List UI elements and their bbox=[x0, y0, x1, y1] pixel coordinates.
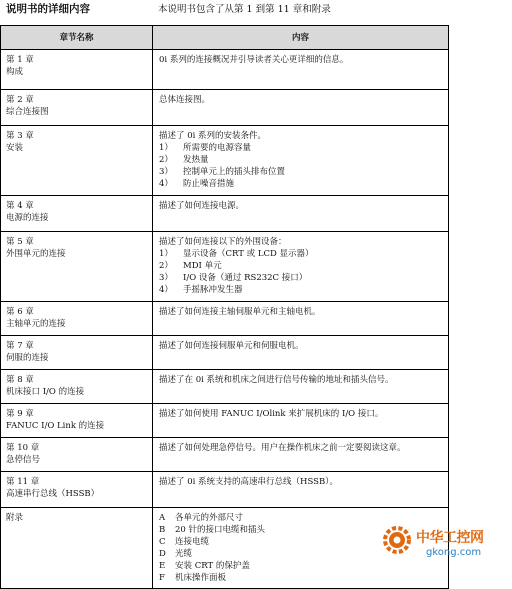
table-row bbox=[1, 196, 449, 232]
list-item-number: E bbox=[159, 561, 166, 571]
table-row bbox=[1, 472, 449, 508]
content-text: 描述了 0i 系列的安装条件。 bbox=[159, 131, 267, 141]
chapter-cell bbox=[1, 438, 153, 472]
content-cell bbox=[153, 336, 449, 370]
chapter-name: 主轴单元的连接 bbox=[6, 319, 66, 329]
chapter-name: 急停信号 bbox=[6, 455, 41, 465]
chapter-name: 外围单元的连接 bbox=[6, 249, 66, 259]
page-description: 本说明书包含了从第 1 到第 11 章和附录 bbox=[158, 4, 331, 15]
page-header bbox=[0, 0, 512, 20]
list-item-number: 3） bbox=[159, 167, 173, 177]
chapter-name: 伺服的连接 bbox=[6, 353, 49, 363]
watermark-url: gkong.com bbox=[426, 547, 482, 558]
list-item-text: 发热量 bbox=[183, 155, 209, 165]
content-text: 0i 系列的连接概况并引导读者关心更详细的信息。 bbox=[159, 55, 349, 65]
list-item-text: 安装 CRT 的保护盖 bbox=[175, 561, 250, 571]
content-text: 描述了如何连接以下的外围设备： bbox=[159, 237, 287, 247]
list-item-text: 机床操作面板 bbox=[175, 573, 227, 583]
watermark-title: 中华工控网 bbox=[416, 530, 484, 546]
list-item-text: I/O 设备（通过 RS232C 接口） bbox=[183, 273, 308, 283]
content-text: 描述了如何使用 FANUC I/Olink 来扩展机床的 I/O 接口。 bbox=[159, 409, 384, 419]
list-item-number: C bbox=[159, 537, 166, 547]
chapter-cell bbox=[1, 126, 153, 196]
list-item-number: D bbox=[159, 549, 166, 559]
watermark bbox=[382, 521, 512, 581]
chapter-number: 第 3 章 bbox=[6, 131, 34, 141]
table-row bbox=[1, 126, 449, 196]
list-item-text: 光缆 bbox=[175, 549, 193, 559]
content-text: 描述了如何连接电源。 bbox=[159, 201, 245, 211]
list-item-text: 所需要的电源容量 bbox=[183, 143, 252, 153]
chapter-cell bbox=[1, 370, 153, 404]
chapter-cell bbox=[1, 472, 153, 508]
content-cell bbox=[153, 126, 449, 196]
list-item-number: F bbox=[159, 573, 165, 583]
list-item-number: 1） bbox=[159, 249, 173, 259]
table-row bbox=[1, 302, 449, 336]
page-title: 说明书的详细内容 bbox=[6, 3, 90, 15]
list-item-text: MDI 单元 bbox=[183, 261, 222, 271]
chapter-name: 构成 bbox=[6, 67, 24, 77]
chapter-cell bbox=[1, 232, 153, 302]
chapter-cell bbox=[1, 90, 153, 126]
list-item bbox=[159, 272, 444, 284]
list-item bbox=[159, 248, 444, 260]
list-item bbox=[159, 142, 444, 154]
chapter-number: 第 11 章 bbox=[6, 477, 40, 487]
contents-table bbox=[0, 25, 449, 589]
chapter-cell bbox=[1, 404, 153, 438]
list-item bbox=[159, 260, 444, 272]
chapter-number: 第 2 章 bbox=[6, 95, 34, 105]
list-item-text: 20 针的接口电缆和插头 bbox=[175, 525, 266, 535]
list-item-text: 显示设备（CRT 或 LCD 显示器） bbox=[183, 249, 314, 259]
list-item-number: 2） bbox=[159, 155, 173, 165]
chapter-name: FANUC I/O Link 的连接 bbox=[6, 421, 105, 431]
list-item-text: 控制单元上的插头排布位置 bbox=[183, 167, 286, 177]
list-item-text: 手摇脉冲发生器 bbox=[183, 285, 243, 295]
chapter-cell bbox=[1, 508, 153, 589]
content-text: 描述了如何处理急停信号。用户在操作机床之前一定要阅读这章。 bbox=[159, 443, 406, 453]
table-row bbox=[1, 404, 449, 438]
list-item bbox=[159, 178, 444, 190]
table-row bbox=[1, 336, 449, 370]
content-cell bbox=[153, 472, 449, 508]
chapter-cell bbox=[1, 50, 153, 90]
chapter-cell bbox=[1, 302, 153, 336]
content-cell bbox=[153, 438, 449, 472]
table-row bbox=[1, 370, 449, 404]
column-header-content: 内容 bbox=[153, 26, 449, 50]
list-item-number: 3） bbox=[159, 273, 173, 283]
content-text: 描述了如何连接主轴伺服单元和主轴电机。 bbox=[159, 307, 321, 317]
chapter-number: 第 5 章 bbox=[6, 237, 34, 247]
content-text: 总体连接图。 bbox=[159, 95, 211, 105]
content-text: 描述了在 0i 系统和机床之间进行信号传输的地址和插头信号。 bbox=[159, 375, 394, 385]
content-text: 描述了如何连接伺服单元和伺服电机。 bbox=[159, 341, 304, 351]
table-row bbox=[1, 50, 449, 90]
chapter-number: 第 6 章 bbox=[6, 307, 34, 317]
content-cell bbox=[153, 196, 449, 232]
chapter-name: 综合连接图 bbox=[6, 107, 49, 117]
gear-logo-icon bbox=[382, 525, 412, 555]
chapter-number: 第 8 章 bbox=[6, 375, 34, 385]
content-cell bbox=[153, 90, 449, 126]
content-cell bbox=[153, 370, 449, 404]
column-header-chapter: 章节名称 bbox=[1, 26, 153, 50]
table-row bbox=[1, 90, 449, 126]
list-item bbox=[159, 284, 444, 296]
chapter-cell bbox=[1, 196, 153, 232]
content-text: 描述了 0i 系统支持的高速串行总线（HSSB）。 bbox=[159, 477, 338, 487]
list-item-text: 各单元的外部尺寸 bbox=[175, 513, 244, 523]
chapter-number: 第 9 章 bbox=[6, 409, 34, 419]
chapter-name: 高速串行总线（HSSB） bbox=[6, 489, 100, 499]
list-item-number: B bbox=[159, 525, 166, 535]
list-item-number: A bbox=[159, 513, 166, 523]
chapter-number: 第 4 章 bbox=[6, 201, 34, 211]
list-item-text: 防止噪音措施 bbox=[183, 179, 235, 189]
chapter-cell bbox=[1, 336, 153, 370]
list-item-number: 1） bbox=[159, 143, 173, 153]
chapter-name: 电源的连接 bbox=[6, 213, 49, 223]
chapter-name: 安装 bbox=[6, 143, 24, 153]
list-item bbox=[159, 154, 444, 166]
content-cell bbox=[153, 50, 449, 90]
chapter-number: 第 7 章 bbox=[6, 341, 34, 351]
content-cell bbox=[153, 404, 449, 438]
chapter-number: 第 1 章 bbox=[6, 55, 34, 65]
list-item-number: 2） bbox=[159, 261, 173, 271]
table-row bbox=[1, 232, 449, 302]
table-header-row bbox=[1, 26, 449, 50]
list-item-number: 4） bbox=[159, 179, 173, 189]
chapter-number: 第 10 章 bbox=[6, 443, 40, 453]
content-cell bbox=[153, 302, 449, 336]
list-item-text: 连接电缆 bbox=[175, 537, 210, 547]
chapter-name: 机床接口 I/O 的连接 bbox=[6, 387, 85, 397]
list-item bbox=[159, 166, 444, 178]
list-item-number: 4） bbox=[159, 285, 173, 295]
content-cell bbox=[153, 232, 449, 302]
chapter-name: 附录 bbox=[6, 513, 24, 523]
table-row bbox=[1, 438, 449, 472]
